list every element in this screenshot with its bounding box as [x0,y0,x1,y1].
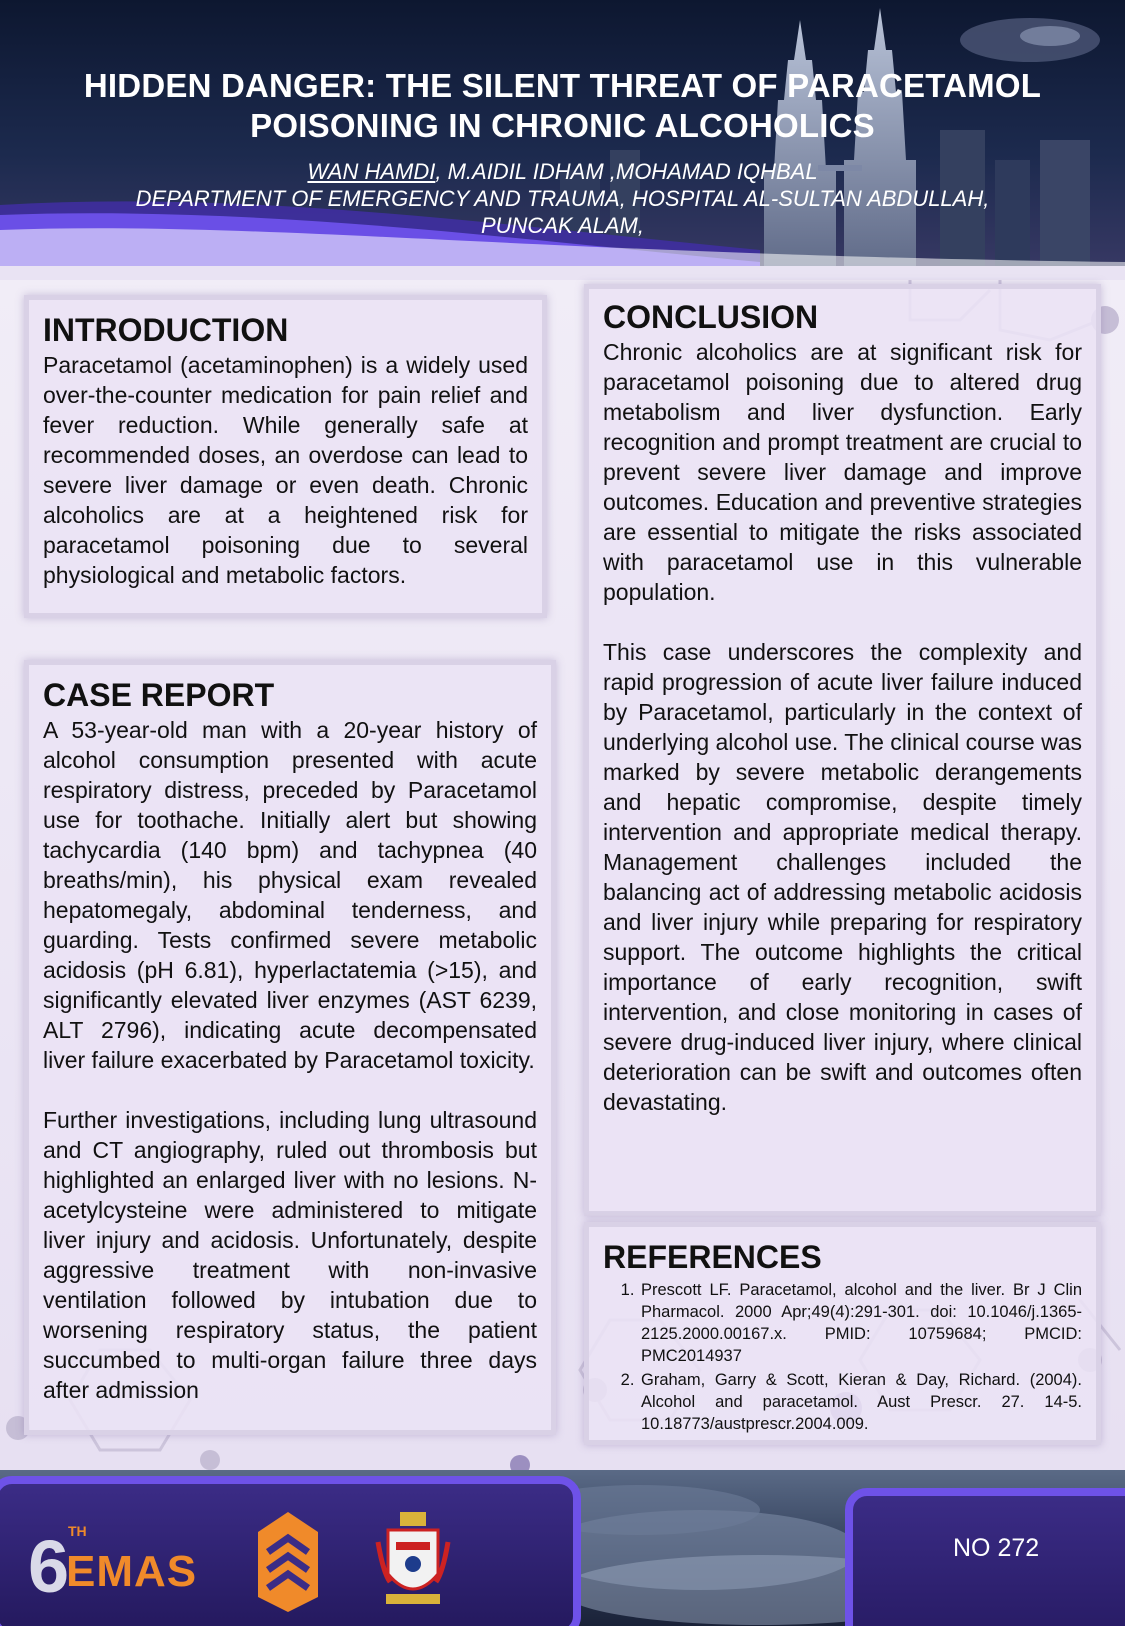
emas-logo-text: EMAS [66,1547,198,1596]
poster-number-panel [845,1488,1125,1626]
logo-panel [0,1476,581,1626]
case-report-paragraph: A 53-year-old man with a 20-year history of alcohol consumption presented with acute respiratory distress, preceded by Paracetamol use for toothache. Initially alert but showing tachycardia (140 bpm) and tachypnea (40 breaths/min), his physical exam revealed hepatomegaly, abdominal tenderness, and guarding. Tests confirmed severe metabolic acidosis (pH 6.81), hyperlactatemia (>15), and significantly elevated liver enzymes (AST 6239, ALT 2796), indicating acute decompensated liver failure exacerbated by Paracetamol toxicity. [43,717,537,1073]
lead-author: WAN HAMDI [307,159,436,184]
conclusion-heading: CONCLUSION [603,299,819,335]
title-line-2: POISONING IN CHRONIC ALCOHOLICS [250,107,875,144]
affiliation-line-2: PUNCAK ALAM, [480,213,644,238]
event-logos [28,1512,548,1612]
hospital-crest-icon [378,1512,448,1604]
conclusion-paragraph: This case underscores the complexity and rapid progression of acute liver failure induced by Paracetamol, particularly in the context of underlying alcohol use. The clinical course was marked by severe metabolic derangements and hepatic compromise, despite timely intervention and appropriate medical therapy. Management challenges included the balancing act of addressing metabolic acidosis and liver injury while preparing for respiratory support. The outcome highlights the critical importance of early recognition, swift intervention, and close monitoring in cases of severe drug-induced liver injury, where clinical deterioration can be swift and outcomes often devastating. [603,639,1083,1115]
reference-item: 1. Prescott LF. Paracetamol, alcohol and the liver. Br J Clin Pharmacol. 2000 Apr;49(4):291-301. doi: 10.1046/j.1365-2125.2000.00167.x. PMID: 10759684; PMCID: PMC2014937 [639,1279,1082,1367]
affiliation-line-1: DEPARTMENT OF EMERGENCY AND TRAUMA, HOSPITAL AL-SULTAN ABDULLAH, [135,186,990,211]
emas-logo-superscript: TH [68,1523,87,1539]
poster-title [40,66,1085,146]
references-heading: REFERENCES [603,1239,822,1275]
author-line [40,158,1085,185]
emas-logo-number: 6 [28,1525,70,1608]
chevron-emblem-icon [258,1512,318,1612]
conclusion-paragraph: Chronic alcoholics are at significant risk for paracetamol poisoning due to altered drug metabolism and liver dysfunction. Early recognition and prompt treatment are crucial to prevent severe liver damage and improve outcomes. Education and preventive strategies are essential to mitigate the risks associated with paracetamol use in this vulnerable population. [603,339,1082,605]
case-report-heading: CASE REPORT [43,677,275,713]
conclusion-panel [584,284,1101,1216]
case-report-paragraph: Further investigations, including lung ultrasound and CT angiography, ruled out thrombosis but highlighted an enlarged liver with no lesions. N-acetylcysteine were administered to mitigate liver injury and acidosis. Unfortunately, despite aggressive treatment with non-invasive ventilation followed by intubation due to worsening respiratory status, the patient succumbed to multi-organ failure three days after admission [43,1107,537,1403]
author-block [40,158,1085,239]
case-report-panel [24,660,556,1435]
introduction-panel [24,295,547,618]
references-list [603,1279,1082,1435]
poster-header [0,0,1125,280]
reference-item: 2. Graham, Garry & Scott, Kieran & Day, Richard. (2004). Alcohol and paracetamol. Aust Prescr. 27. 14-5. 10.18773/austprescr.2004.009. [639,1369,1082,1435]
references-panel [584,1222,1101,1445]
co-authors: , M.AIDIL IDHAM ,MOHAMAD IQHBAL [435,159,818,184]
poster-footer [0,1470,1125,1626]
introduction-text: Paracetamol (acetaminophen) is a widely used over-the-counter medication for pain relief and fever reduction. While generally safe at recommended doses, an overdose can lead to severe liver damage or even death. Chronic alcoholics are at a heightened risk for paracetamol poisoning due to several physiological and metabolic factors. [43,352,528,588]
title-line-1: HIDDEN DANGER: THE SILENT THREAT OF PARACETAMOL [83,67,1042,104]
poster-number: NO 272 [953,1534,1040,1562]
introduction-heading: INTRODUCTION [43,312,289,348]
